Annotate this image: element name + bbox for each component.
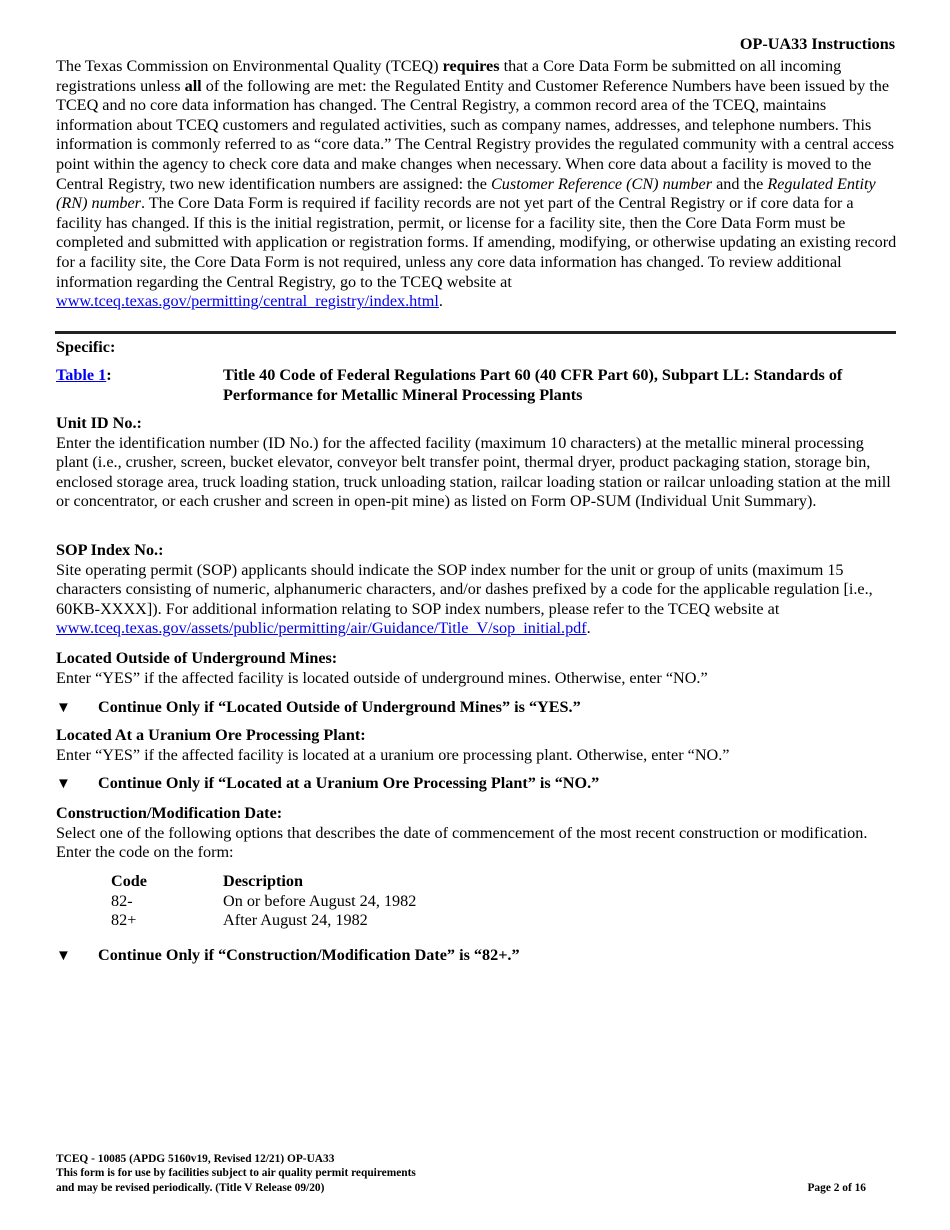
table-1-title: Title 40 Code of Federal Regulations Part 60 (40 CFR Part 60), Subpart LL: Standards of Performance for Metallic Mineral Processing Plants xyxy=(223,366,843,404)
sop-guidance-link[interactable]: www.tceq.texas.gov/assets/public/permitting/air/Guidance/Title_V/sop_initial.pdf xyxy=(56,619,587,638)
intro-text-2: that a Core Data Form be submitted on all incoming registrations unless xyxy=(56,57,842,95)
continue-uranium-text: Continue Only if “Located at a Uranium Ore Processing Plant” is “NO.” xyxy=(98,774,600,792)
specific-heading: Specific: xyxy=(56,338,116,356)
construction-heading: Construction/Modification Date: xyxy=(56,804,283,822)
uranium-heading: Located At a Uranium Ore Processing Plant: xyxy=(56,726,366,744)
footer-form-id: TCEQ - 10085 (APDG 5160v19, Revised 12/21) OP-UA33 xyxy=(56,1153,335,1165)
central-registry-link[interactable]: www.tceq.texas.gov/permitting/central_registry/index.html xyxy=(56,292,439,311)
unit-id-heading: Unit ID No.: xyxy=(56,414,142,432)
construction-text: Select one of the following options that describes the date of commencement of the most recent construction or modification. Enter the code on the form: xyxy=(56,823,868,862)
intro-rn-number: Regulated Entity (RN) number xyxy=(56,174,876,213)
intro-text-4: and the xyxy=(712,174,768,193)
continue-underground-text: Continue Only if “Located Outside of Underground Mines” is “YES.” xyxy=(98,698,581,716)
description-cell: After August 24, 1982 xyxy=(223,911,368,930)
sop-index-section xyxy=(56,541,898,639)
table-row xyxy=(111,911,416,931)
uranium-text: Enter “YES” if the affected facility is located at a uranium ore processing plant. Otherwise, enter “NO.” xyxy=(56,745,730,764)
underground-heading: Located Outside of Underground Mines: xyxy=(56,649,338,667)
table-1-colon: : xyxy=(106,366,112,384)
uranium-section xyxy=(56,726,898,765)
intro-cn-number: Customer Reference (CN) number xyxy=(491,174,713,193)
intro-text-1: The Texas Commission on Environmental Quality (TCEQ) xyxy=(56,57,443,75)
continue-construction-text: Continue Only if “Construction/Modification Date” is “82+.” xyxy=(98,946,520,964)
unit-id-text: Enter the identification number (ID No.) for the affected facility (maximum 10 characters) at the metallic mineral processing plant (i.e., crusher, screen, bucket elevator, conveyor belt transfer point, thermal dryer, product packaging station, storage bin, enclosed storage area, truck loading station, truck unloading station, railcar loading station or railcar unloading station at the mill or concentrator, or each crusher and screen in open-pit mine) as listed on Form OP-SUM (Individual Unit Summary). xyxy=(56,433,891,511)
intro-text-3: of the following are met: the Regulated Entity and Customer Reference Numbers have been issued by the TCEQ and no core data information has changed. The Central Registry, a common record area of the TCEQ, maintains information about TCEQ customers and regulated activities, such as company names, addresses, and telephone numbers. This information is commonly referred to as “core data.” The Central Registry provides the regulated community with a central access point within the agency to check core data and make changes when necessary. When core data about a facility is moved to the Central Registry, two new identification numbers are assigned: the xyxy=(56,76,895,193)
intro-end: . xyxy=(438,292,443,311)
code-table-header xyxy=(111,872,416,892)
sop-index-text xyxy=(56,561,898,639)
table-row xyxy=(111,892,416,912)
intro-text-5: . The Core Data Form is required if facility records are not yet part of the Central Registry or if core data for a facility has changed. If this is the initial registration, permit, or license for a facility site, then the Core Data Form must be completed and submitted with application or registration forms. If amending, modifying, or otherwise updating an existing record for a facility site, the Core Data Form is not required, unless any core data information has changed. To review additional information regarding the Central Registry, go to the TCEQ website at xyxy=(56,194,897,291)
page-header-title: OP-UA33 Instructions xyxy=(739,35,895,53)
table-1-link[interactable]: Table 1 xyxy=(56,366,107,384)
underground-section xyxy=(56,649,898,688)
continue-uranium xyxy=(56,774,898,795)
intro-bold-requires: requires xyxy=(442,57,500,75)
continue-construction xyxy=(56,946,898,967)
footer-usage-note: This form is for use by facilities subject to air quality permit requirements xyxy=(56,1167,416,1180)
triangle-down-icon: ▼ xyxy=(56,700,71,716)
continue-underground xyxy=(56,698,898,719)
sop-index-end: . xyxy=(586,619,591,638)
intro-bold-all: all xyxy=(184,76,202,95)
construction-code-table xyxy=(111,872,416,931)
sop-index-text-body: Site operating permit (SOP) applicants should indicate the SOP index number for the unit or group of units (maximum 15 characters consisting of numeric, alphanumeric characters, and/or dashes prefixed by a code for the applicable regulation [i.e., 60KB-XXXX]). For additional information relating to SOP index numbers, please refer to the TCEQ website at xyxy=(56,560,873,618)
table-1-label xyxy=(56,366,112,386)
triangle-down-icon: ▼ xyxy=(56,776,71,792)
intro-paragraph xyxy=(56,57,898,312)
section-divider xyxy=(55,331,896,334)
description-column-header: Description xyxy=(223,872,304,890)
underground-text: Enter “YES” if the affected facility is located outside of underground mines. Otherwise, enter “NO.” xyxy=(56,668,708,687)
code-cell: 82+ xyxy=(111,911,137,930)
code-cell: 82- xyxy=(111,891,133,910)
code-column-header: Code xyxy=(111,872,147,890)
sop-index-heading: SOP Index No.: xyxy=(56,541,164,559)
description-cell: On or before August 24, 1982 xyxy=(223,891,417,910)
footer-revision-note: and may be revised periodically. (Title V Release 09/20) xyxy=(56,1181,325,1194)
form-footer xyxy=(56,1152,416,1195)
construction-section xyxy=(56,804,898,863)
page-number: Page 2 of 16 xyxy=(807,1182,866,1194)
unit-id-section xyxy=(56,414,898,512)
triangle-down-icon: ▼ xyxy=(56,948,71,964)
